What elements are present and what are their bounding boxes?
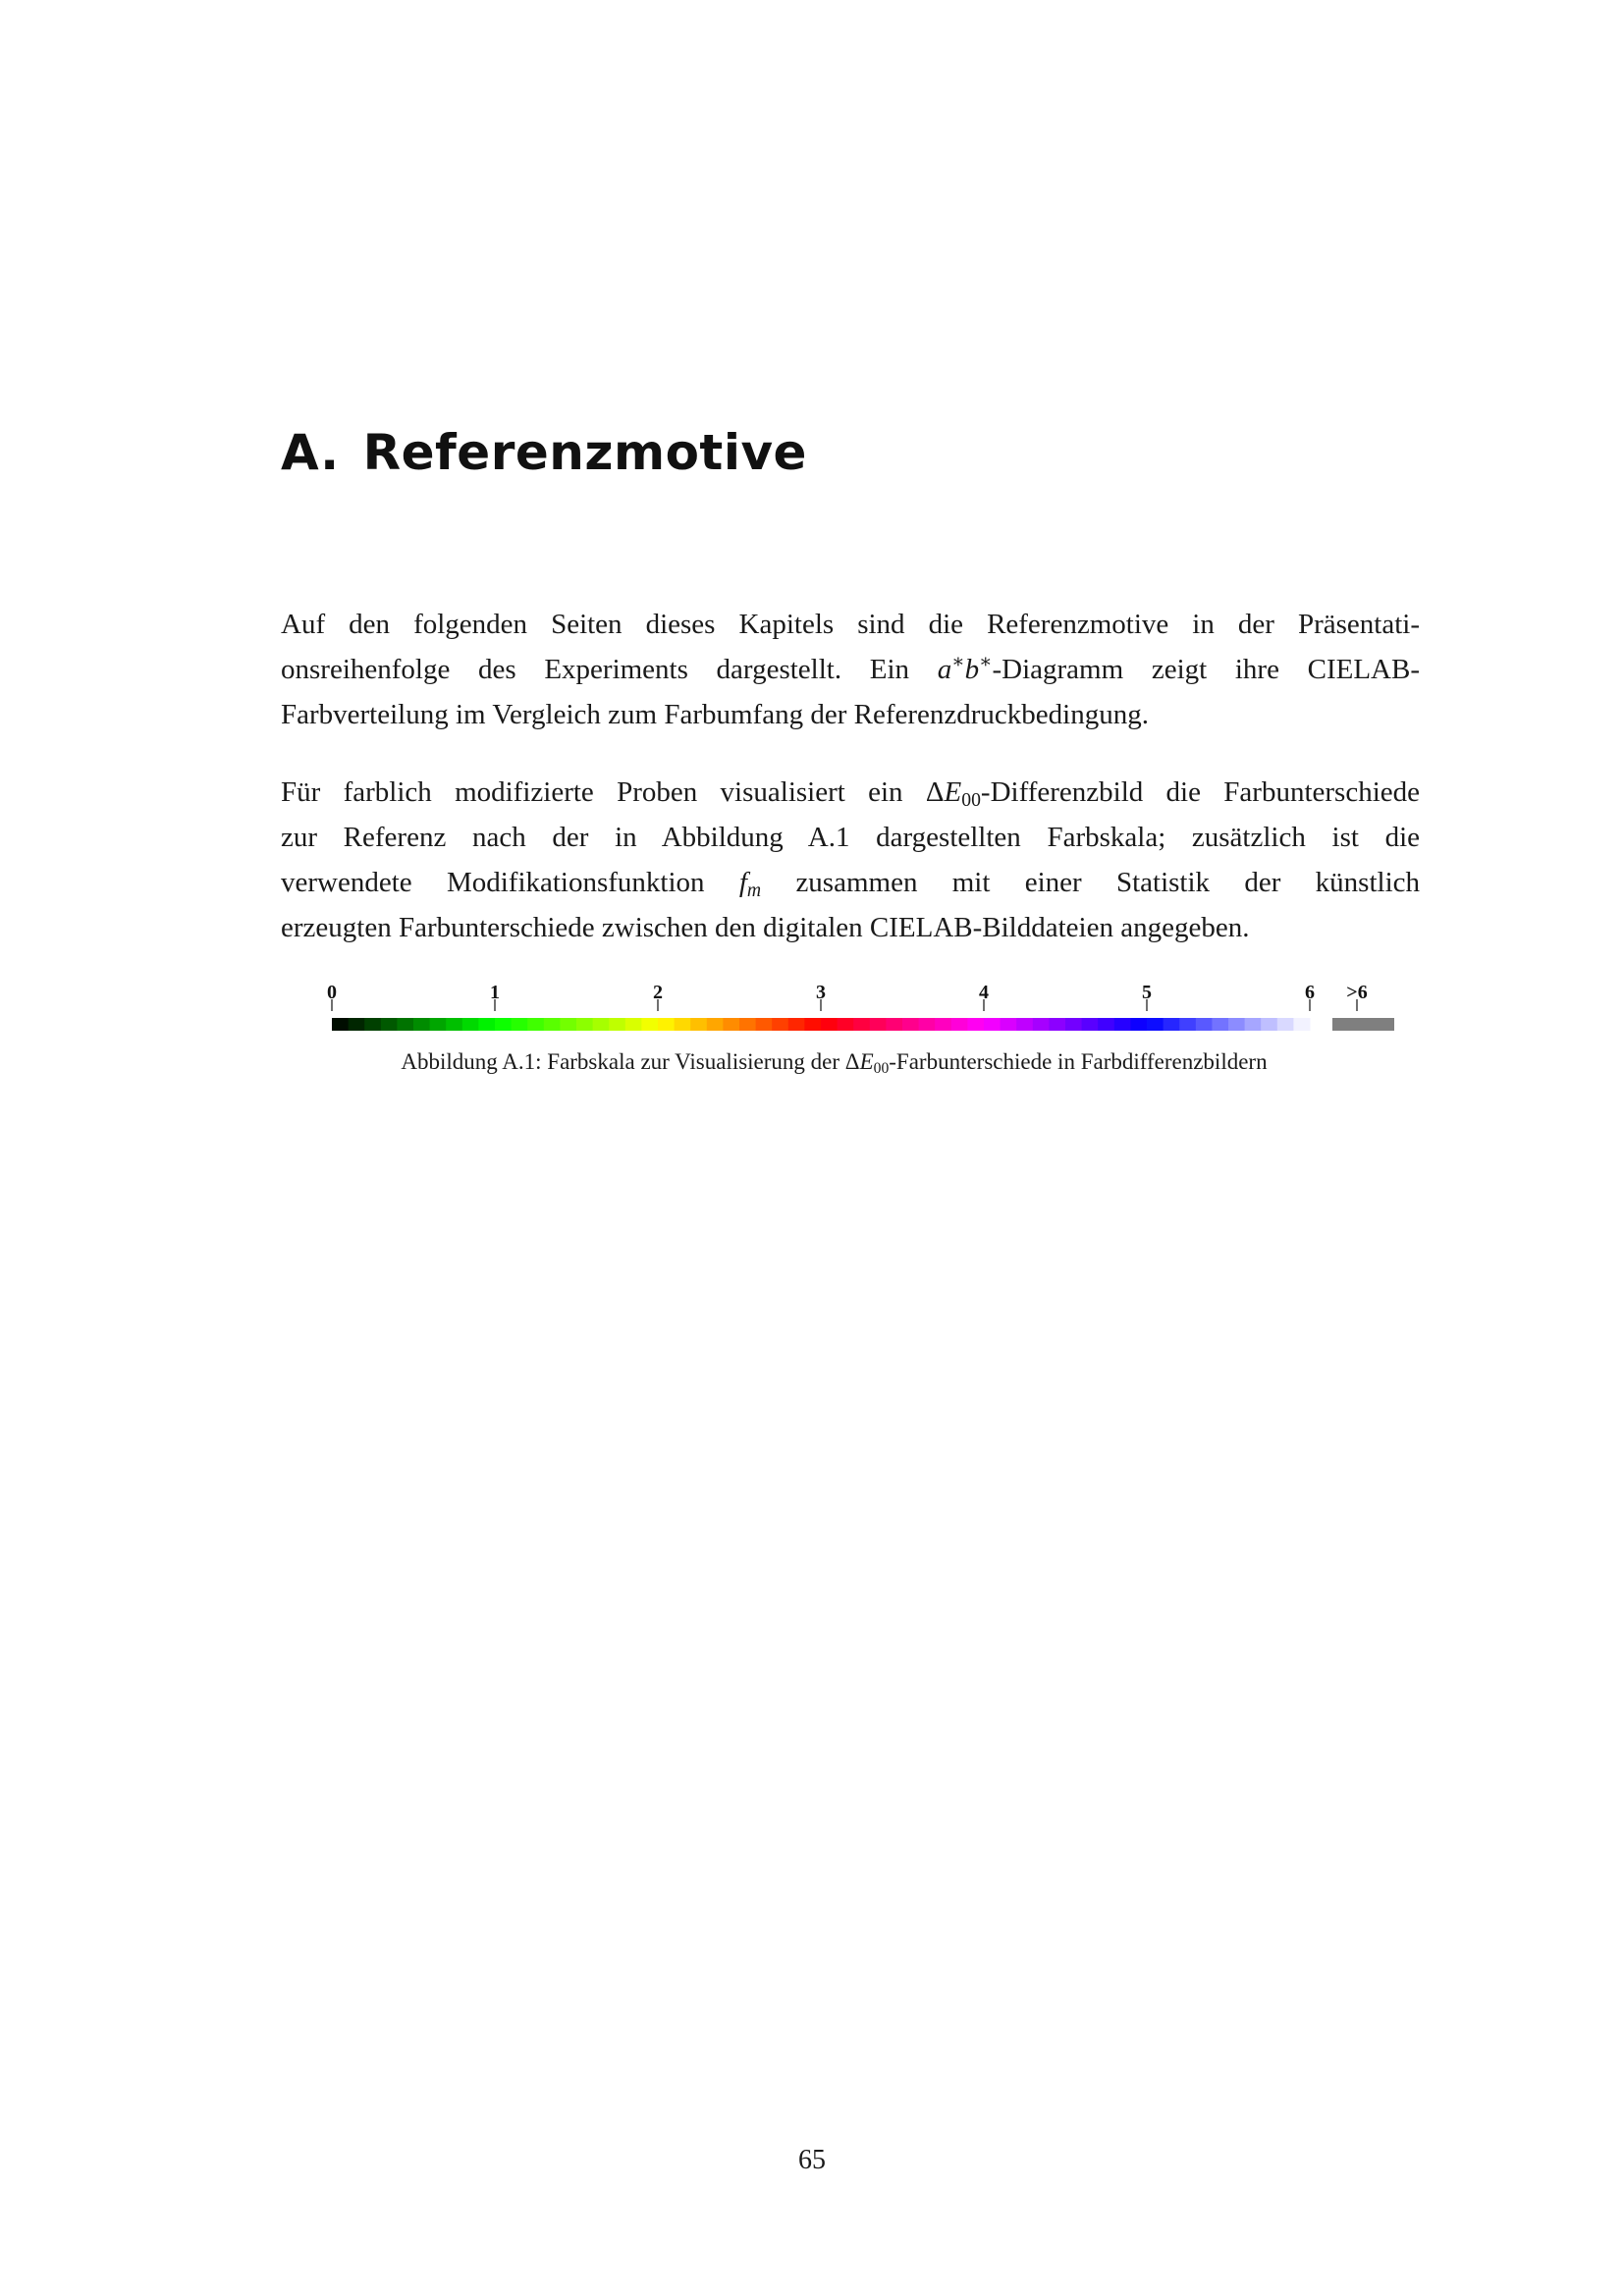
- scale-swatch: [1049, 1018, 1065, 1031]
- scale-swatch: [1245, 1018, 1262, 1031]
- scale-tick-label: 3: [816, 982, 826, 1003]
- f-variable: f: [738, 867, 747, 898]
- scale-swatch: [675, 1018, 691, 1031]
- overflow-swatch: [1332, 1018, 1394, 1031]
- scale-swatch: [1130, 1018, 1147, 1031]
- scale-swatch: [886, 1018, 902, 1031]
- scale-swatch: [512, 1018, 528, 1031]
- var-a: a: [937, 654, 952, 685]
- paragraph-2-line-1-start: Für farblich modifizierte Proben visualisiert ein: [281, 776, 926, 808]
- scale-tick-label: 6: [1305, 982, 1315, 1003]
- caption-e: E: [859, 1049, 874, 1074]
- scale-swatch: [935, 1018, 951, 1031]
- scale-swatch: [413, 1018, 430, 1031]
- scale-swatch: [609, 1018, 625, 1031]
- scale-swatch: [967, 1018, 984, 1031]
- intro-paragraph: [281, 602, 1420, 737]
- scale-swatch: [902, 1018, 919, 1031]
- scale-swatch: [658, 1018, 675, 1031]
- scale-swatch: [919, 1018, 936, 1031]
- method-paragraph: [281, 770, 1420, 950]
- page-number: 65: [798, 2145, 826, 2175]
- paragraph-2-line-1: [281, 770, 1420, 815]
- caption-delta: Δ: [844, 1049, 860, 1074]
- scale-swatch: [804, 1018, 821, 1031]
- var-b-star: ∗: [979, 651, 993, 673]
- scale-tick-label: 0: [327, 982, 337, 1003]
- paragraph-1-line-2-end: -Diagramm zeigt ihre CIELAB-: [992, 654, 1420, 685]
- scale-tick-label: 5: [1142, 982, 1152, 1003]
- paragraph-1-line-2: [281, 647, 1420, 692]
- scale-swatch: [625, 1018, 642, 1031]
- paragraph-2-line-3-start: verwendete Modifikationsfunktion: [281, 867, 739, 898]
- scale-swatch: [544, 1018, 561, 1031]
- scale-swatch: [1196, 1018, 1213, 1031]
- scale-swatch: [462, 1018, 479, 1031]
- caption-prefix: Abbildung A.1: Farbskala zur Visualisierung der: [401, 1049, 845, 1074]
- scale-swatch: [478, 1018, 495, 1031]
- scale-swatch: [1277, 1018, 1294, 1031]
- scale-swatch: [707, 1018, 724, 1031]
- scale-swatch: [1147, 1018, 1164, 1031]
- paragraph-2-line-1-end: -Differenzbild die Farbunterschiede: [980, 776, 1420, 808]
- caption-sub: 00: [873, 1059, 890, 1077]
- scale-swatch: [593, 1018, 610, 1031]
- scale-tick-label: 1: [490, 982, 500, 1003]
- scale-swatch: [951, 1018, 968, 1031]
- paragraph-1-line-3: Farbverteilung im Vergleich zum Farbumfang der Referenzdruckbedingung.: [281, 699, 1149, 730]
- scale-swatch: [1114, 1018, 1131, 1031]
- paragraph-2-line-3-end: zusammen mit einer Statistik der künstlich: [761, 867, 1420, 898]
- scale-swatch: [576, 1018, 593, 1031]
- scale-swatch: [560, 1018, 576, 1031]
- scale-swatch: [821, 1018, 838, 1031]
- scale-swatch: [641, 1018, 658, 1031]
- scale-swatch: [1033, 1018, 1050, 1031]
- paragraph-2-line-2: zur Referenz nach der in Abbildung A.1 dargestellten Farbskala; zusätzlich ist die: [281, 822, 1420, 853]
- scale-swatch: [397, 1018, 413, 1031]
- scale-swatch: [349, 1018, 365, 1031]
- var-b: b: [964, 654, 980, 685]
- scale-swatch: [853, 1018, 870, 1031]
- scale-swatch: [772, 1018, 788, 1031]
- scale-swatch: [1212, 1018, 1228, 1031]
- scale-swatch: [1098, 1018, 1114, 1031]
- caption-suffix: -Farbunterschiede in Farbdifferenzbildern: [889, 1049, 1268, 1074]
- var-a-star: ∗: [951, 651, 965, 673]
- scale-swatch: [723, 1018, 739, 1031]
- figure-caption: [0, 1049, 1624, 1075]
- delta-symbol: Δ: [925, 776, 945, 808]
- scale-swatch: [984, 1018, 1001, 1031]
- scale-swatch: [527, 1018, 544, 1031]
- scale-tick-label: 2: [653, 982, 663, 1003]
- scale-swatch: [739, 1018, 756, 1031]
- e-subscript: 00: [961, 788, 981, 811]
- scale-swatch: [1228, 1018, 1245, 1031]
- scale-swatch: [788, 1018, 805, 1031]
- scale-swatch: [870, 1018, 887, 1031]
- paragraph-2-line-4: erzeugten Farbunterschiede zwischen den digitalen CIELAB-Bilddateien angegeben.: [281, 912, 1250, 943]
- e-variable: E: [944, 776, 962, 808]
- paragraph-2-line-3: [281, 860, 1420, 905]
- scale-swatch: [838, 1018, 854, 1031]
- scale-swatch: [1001, 1018, 1017, 1031]
- scale-swatch: [332, 1018, 349, 1031]
- paragraph-1-line-2-start: onsreihenfolge des Experiments dargestellt. Ein: [281, 654, 938, 685]
- scale-swatch: [1065, 1018, 1082, 1031]
- scale-swatch: [446, 1018, 462, 1031]
- chapter-name: Referenzmotive: [362, 424, 807, 481]
- chapter-title: [281, 424, 807, 481]
- color-scale-figure: [324, 972, 1394, 1031]
- scale-ticks: [327, 982, 1368, 1011]
- scale-tick-label: 4: [979, 982, 989, 1003]
- scale-swatch: [1016, 1018, 1033, 1031]
- scale-swatch: [1261, 1018, 1277, 1031]
- color-scale-bar: [324, 972, 1394, 1031]
- scale-swatch: [1293, 1018, 1310, 1031]
- scale-swatch: [690, 1018, 707, 1031]
- scale-swatch: [1164, 1018, 1180, 1031]
- scale-swatch: [495, 1018, 512, 1031]
- scale-swatch: [756, 1018, 773, 1031]
- scale-tick-label: >6: [1346, 982, 1368, 1003]
- scale-swatch: [430, 1018, 447, 1031]
- f-subscript: m: [746, 879, 762, 901]
- paragraph-1-line-1: Auf den folgenden Seiten dieses Kapitels sind die Referenzmotive in der Präsentati-: [281, 609, 1420, 640]
- scale-swatch: [1179, 1018, 1196, 1031]
- scale-swatch: [364, 1018, 381, 1031]
- scale-swatches: [332, 1018, 1311, 1031]
- scale-swatch: [381, 1018, 398, 1031]
- chapter-number: A.: [281, 424, 340, 481]
- scale-swatch: [1082, 1018, 1099, 1031]
